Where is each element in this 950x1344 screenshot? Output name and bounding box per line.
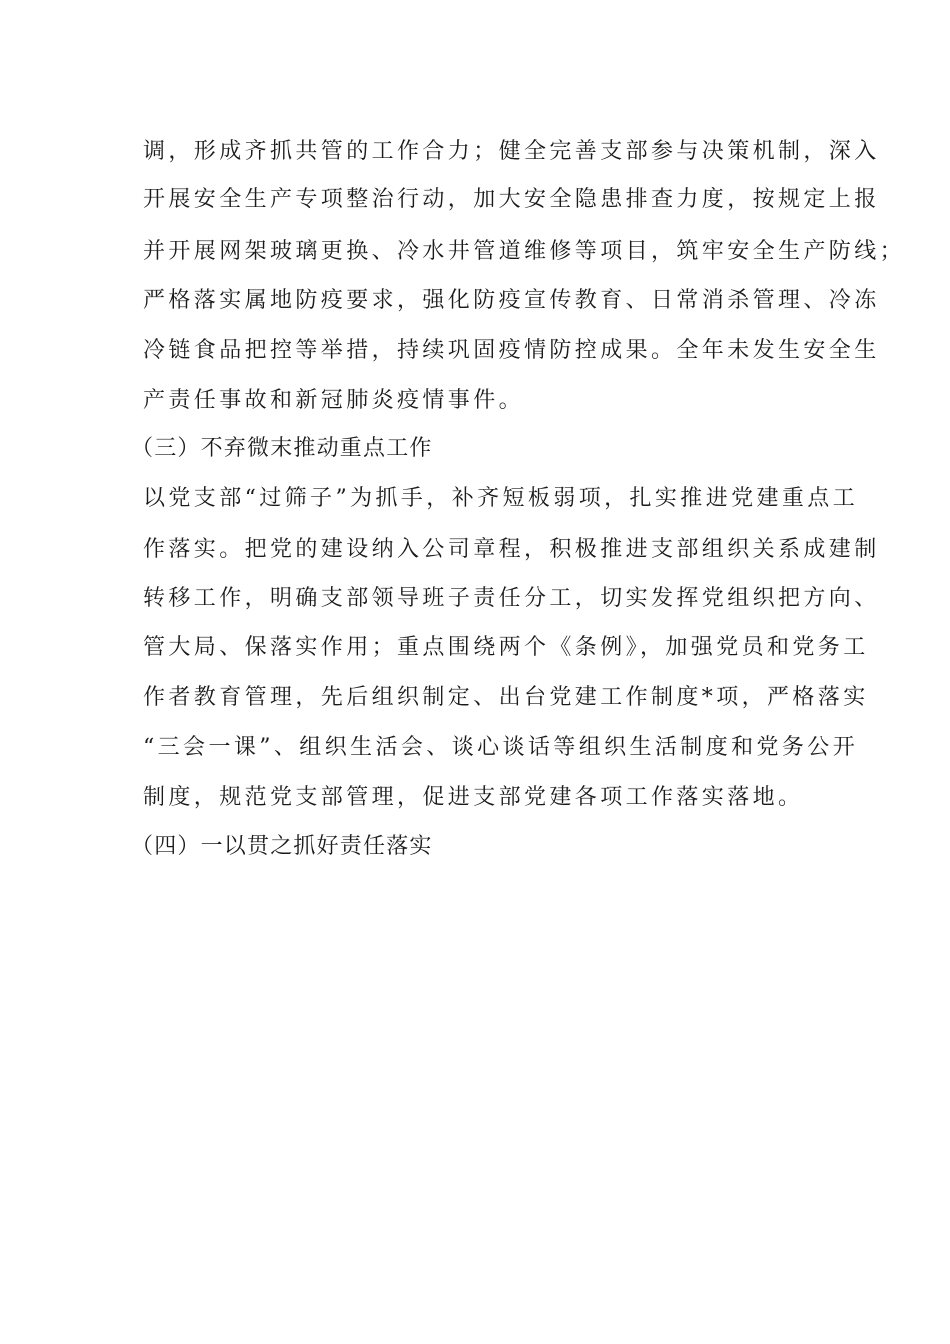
body-text-line: 管大局、保落实作用；重点围绕两个《条例》，加强党员和党务工: [143, 635, 869, 660]
body-text-line: 以党支部“过筛子”为抓手，补齐短板弱项，扎实推进党建重点工: [143, 486, 859, 511]
body-text-line: 严格落实属地防疫要求，强化防疫宣传教育、日常消杀管理、冷冻: [143, 288, 880, 313]
body-text-line: 作者教育管理，先后组织制定、出台党建工作制度*项，严格落实: [143, 685, 869, 710]
body-text-line: 转移工作，明确支部领导班子责任分工，切实发挥党组织把方向、: [143, 586, 880, 611]
body-text-line: 调，形成齐抓共管的工作合力；健全完善支部参与决策机制，深入: [143, 139, 880, 164]
body-text-line: 开展安全生产专项整治行动，加大安全隐患排查力度，按规定上报: [143, 187, 880, 212]
body-text-line: 冷链食品把控等举措，持续巩固疫情防控成果。全年未发生安全生: [143, 338, 880, 363]
body-text-line: 产责任事故和新冠肺炎疫情事件。: [143, 388, 525, 413]
body-text-line: 制度，规范党支部管理，促进支部党建各项工作落实落地。: [143, 785, 804, 810]
section-heading-4: （四）一以贯之抓好责任落实: [131, 834, 433, 859]
body-text-line: “三会一课”、组织生活会、谈心谈话等组织生活制度和党务公开: [143, 735, 859, 760]
body-text-line: 作落实。把党的建设纳入公司章程，积极推进支部组织关系成建制: [143, 537, 880, 562]
section-heading-3: （三）不弃微末推动重点工作: [131, 436, 433, 461]
body-text-line: 并开展网架玻璃更换、冷水井管道维修等项目，筑牢安全生产防线；: [143, 239, 906, 264]
